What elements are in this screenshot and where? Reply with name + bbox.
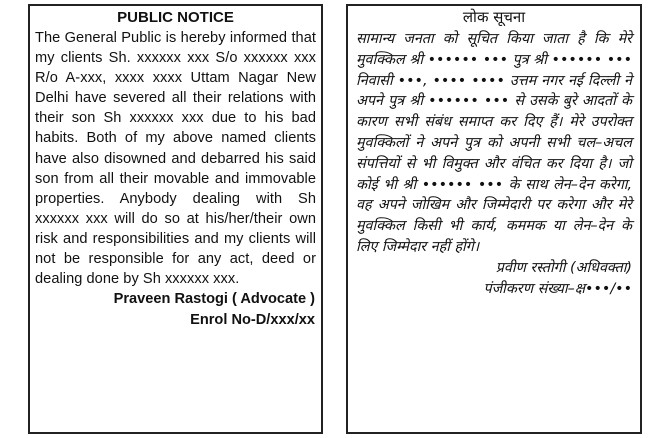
hindi-notice-title: लोक सूचना — [462, 8, 526, 26]
english-notice-signatory: Praveen Rastogi ( Advocate ) — [113, 291, 315, 308]
english-public-notice — [28, 4, 323, 434]
english-notice-body: The General Public is hereby informed that my clients Sh. xxxxxx xxx S/o xxxxxx xxx R/o A-xxx, xxxx xxxx Uttam Nagar New Delhi have severed all their relations with their son Sh xxxxxx xxx due to his bad habits. Both of my above named clients have also disowned and debarred his said son from all their movable and immovable properties. Anybody dealing with Sh xxxxxx xxx will do so at his/her/their own risk and responsibilities and my clients will not be responsible for any act, deed or dealing done by Sh xxxxxx xxx. — [35, 30, 316, 288]
hindi-notice-enrolment: पंजीकरण संख्या–क्ष•••/•• — [483, 280, 632, 297]
english-notice-enrolment: Enrol No-D/xxx/xx — [190, 311, 315, 328]
hindi-notice-body: सामान्य जनता को सूचित किया जाता है कि मेरे मुवक्किल श्री •••••• ••• पुत्र श्री •••••• ••• निवासी •••, •••• •••• उत्तम नगर नई दिल्ली ने अपने पुत्र श्री •••••• ••• से उसके बुरे आदतों के कारण सभी संबंध समाप्त कर दिए हैं। मेरे उपरोक्त मुवक्किलों ने अपने पुत्र को अपनी सभी चल–अचल संपत्तियों से भी विमुक्त और वंचित कर दिया है। जो कोई भी श्री •••••• ••• के साथ लेन–देन करेगा, वह अपने जोखिम और जिम्मेदारी पर करेगा और मेरे मुवक्किल किसी भी कार्य, कममक या लेन–देन के लिए जिम्मेदार नहीं होंगे। — [356, 31, 632, 255]
english-notice-title: PUBLIC NOTICE — [117, 9, 234, 26]
hindi-public-notice — [346, 4, 642, 434]
hindi-notice-signatory: प्रवीण रस्तोगी (अधिवक्ता) — [495, 259, 632, 276]
